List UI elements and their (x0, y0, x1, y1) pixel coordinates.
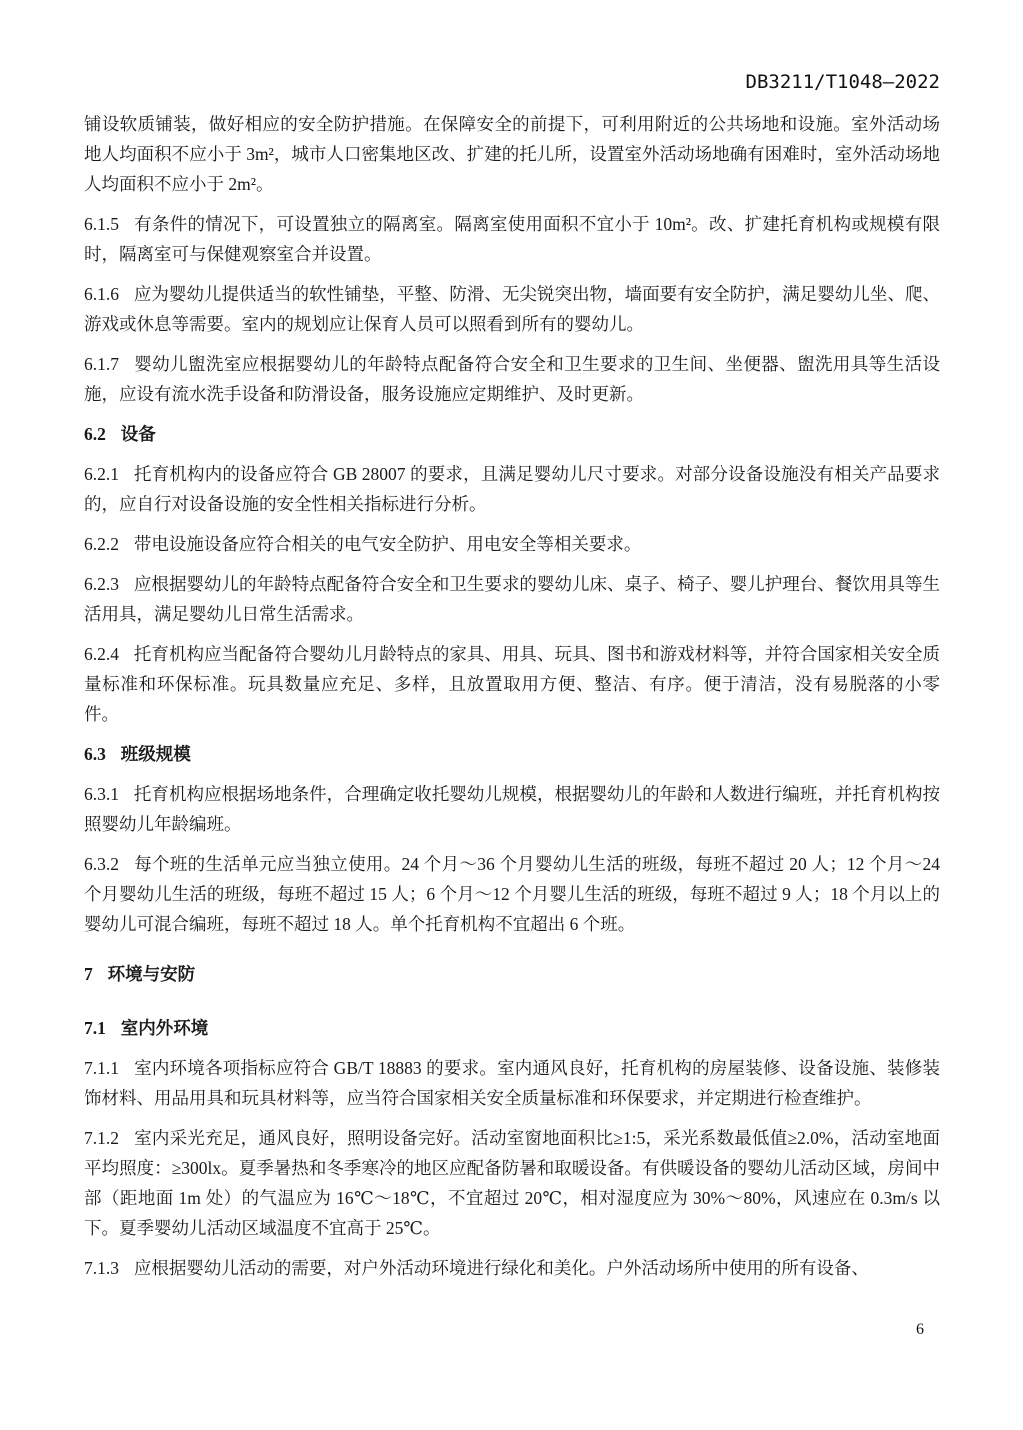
clause-text: 应为婴幼儿提供适当的软性铺垫，平整、防滑、无尖锐突出物，墙面要有安全防护，满足婴幼儿坐、爬、游戏或休息等需要。室内的规划应让保育人员可以照看到所有的婴幼儿。 (84, 284, 940, 334)
clause-6-1-6 (84, 279, 940, 339)
section-title: 设备 (120, 424, 156, 444)
document-body (84, 109, 940, 1283)
standard-code-header: DB3211/T1048—2022 (745, 71, 940, 93)
section-heading-6-2 (84, 419, 940, 449)
section-number: 7.1 (84, 1018, 106, 1038)
chapter-heading-7 (84, 959, 940, 989)
clause-text: 婴幼儿盥洗室应根据婴幼儿的年龄特点配备符合安全和卫生要求的卫生间、坐便器、盥洗用具等生活设施，应设有流水洗手设备和防滑设备，服务设施应定期维护、及时更新。 (84, 354, 940, 404)
section-title: 室内外环境 (120, 1018, 209, 1038)
clause-text: 每个班的生活单元应当独立使用。24 个月～36 个月婴幼儿生活的班级，每班不超过 20 人；12 个月～24 个月婴幼儿生活的班级，每班不超过 15 人；6 个月～12 个月婴儿生活的班级，每班不超过 9 人；18 个月以上的婴幼儿可混合编班，每班不超过 18 人。单个托育机构不宜超出 6 个班。 (84, 854, 940, 934)
paragraph-continuation (84, 109, 940, 199)
clause-number: 6.1.5 (84, 214, 119, 234)
clause-text: 托育机构内的设备应符合 GB 28007 的要求，且满足婴幼儿尺寸要求。对部分设备设施没有相关产品要求的，应自行对设备设施的安全性相关指标进行分析。 (84, 464, 940, 514)
section-number: 6.2 (84, 424, 106, 444)
clause-text: 室内环境各项指标应符合 GB/T 18883 的要求。室内通风良好，托育机构的房屋装修、设备设施、装修装饰材料、用品用具和玩具材料等，应当符合国家相关安全质量标准和环保要求，并定期进行检查维护。 (84, 1058, 940, 1108)
section-title: 班级规模 (120, 744, 191, 764)
clause-7-1-3 (84, 1253, 940, 1283)
clause-text: 应根据婴幼儿活动的需要，对户外活动环境进行绿化和美化。户外活动场所中使用的所有设备、 (133, 1258, 869, 1278)
clause-text: 有条件的情况下，可设置独立的隔离室。隔离室使用面积不宜小于 10m²。改、扩建托育机构或规模有限时，隔离室可与保健观察室合并设置。 (84, 214, 940, 264)
clause-6-3-2 (84, 849, 940, 939)
clause-text: 室内采光充足，通风良好，照明设备完好。活动室窗地面积比≥1:5，采光系数最低值≥2.0%，活动室地面平均照度：≥300lx。夏季暑热和冬季寒冷的地区应配备防暑和取暖设备。有供暖设备的婴幼儿活动区域，房间中部（距地面 1m 处）的气温应为 16℃～18℃，不宜超过 20℃，相对湿度应为 30%～80%，风速应在 0.3m/s 以下。夏季婴幼儿活动区域温度不宜高于 25℃。 (84, 1128, 940, 1238)
clause-text: 托育机构应根据场地条件，合理确定收托婴幼儿规模，根据婴幼儿的年龄和人数进行编班，并托育机构按照婴幼儿年龄编班。 (84, 784, 940, 834)
chapter-title: 环境与安防 (107, 964, 196, 984)
clause-number: 6.2.4 (84, 644, 119, 664)
clause-6-1-5 (84, 209, 940, 269)
clause-number: 6.1.6 (84, 284, 119, 304)
clause-number: 6.3.2 (84, 854, 119, 874)
clause-6-1-7 (84, 349, 940, 409)
clause-6-2-3 (84, 569, 940, 629)
clause-number: 6.1.7 (84, 354, 119, 374)
page-number: 6 (916, 1321, 924, 1338)
clause-7-1-2 (84, 1123, 940, 1243)
clause-6-2-1 (84, 459, 940, 519)
clause-6-2-4 (84, 639, 940, 729)
clause-number: 6.2.2 (84, 534, 119, 554)
chapter-number: 7 (84, 964, 93, 984)
clause-6-3-1 (84, 779, 940, 839)
clause-text: 带电设施设备应符合相关的电气安全防护、用电安全等相关要求。 (133, 534, 642, 554)
paragraph-text: 铺设软质铺装，做好相应的安全防护措施。在保障安全的前提下，可利用附近的公共场地和设施。室外活动场地人均面积不应小于 3m²，城市人口密集地区改、扩建的托儿所，设置室外活动场地确有困难时，室外活动场地人均面积不应小于 2m²。 (84, 114, 940, 194)
clause-number: 7.1.1 (84, 1058, 119, 1078)
clause-number: 6.3.1 (84, 784, 119, 804)
clause-number: 7.1.2 (84, 1128, 119, 1148)
clause-number: 7.1.3 (84, 1258, 119, 1278)
section-heading-6-3 (84, 739, 940, 769)
clause-6-2-2 (84, 529, 940, 559)
section-number: 6.3 (84, 744, 106, 764)
clause-text: 托育机构应当配备符合婴幼儿月龄特点的家具、用具、玩具、图书和游戏材料等，并符合国家相关安全质量标准和环保标准。玩具数量应充足、多样，且放置取用方便、整洁、有序。便于清洁，没有易脱落的小零件。 (84, 644, 940, 724)
clause-7-1-1 (84, 1053, 940, 1113)
clause-number: 6.2.3 (84, 574, 119, 594)
clause-text: 应根据婴幼儿的年龄特点配备符合安全和卫生要求的婴幼儿床、桌子、椅子、婴儿护理台、餐饮用具等生活用具，满足婴幼儿日常生活需求。 (84, 574, 940, 624)
clause-number: 6.2.1 (84, 464, 119, 484)
section-heading-7-1 (84, 1013, 940, 1043)
